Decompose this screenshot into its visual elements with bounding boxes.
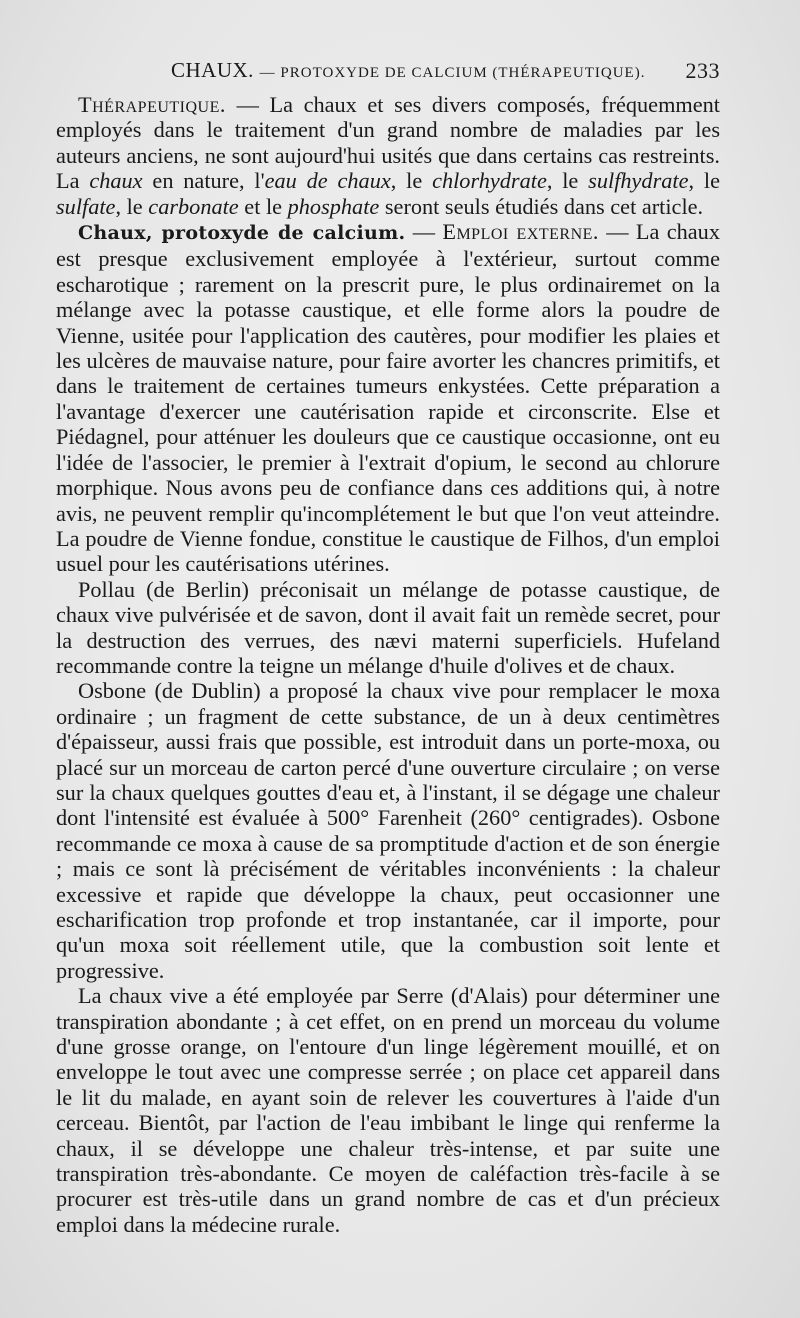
body-text <box>56 92 720 1237</box>
paragraph-osbone: Osbone (de Dublin) a proposé la chaux vive pour remplacer le moxa ordinaire ; un fragment de cette substance, de un à deux centimètres d'épaisseur, aussi frais que possible, est introduit dans un porte-moxa, ou placé sur un morceau de carton percé d'une ouverture circulaire ; on verse sur la chaux quelques gouttes d'eau et, à l'instant, il se dégage une chaleur dont l'intensité est évaluée à 500° Farenheit (260° centigrades). Osbone recommande ce moxa à cause de sa promptitude d'action et de son énergie ; mais ce sont là précisément de véritables inconvénients : la chaleur excessive et rapide que développe la chaux, peut occasionner une escharification trop profonde et trop instantanée, car il importe, pour qu'un moxa soit réellement utile, que la combustion soit lente et progressive. <box>56 678 720 983</box>
text-run: et le <box>238 193 288 219</box>
subsection-heading: Emploi externe. <box>442 219 599 245</box>
italic-term: sulfhydrate <box>588 168 689 194</box>
italic-term: eau de chaux <box>264 168 391 194</box>
paragraph-therapeutique <box>56 92 720 219</box>
italic-term: carbonate <box>148 193 239 219</box>
text-run: — La chaux et ses divers composés, fréquemment employés dans le traitement d'un grand nombre de maladies par les auteurs anciens, ne sont aujourd'hui usités que dans certains cas restreints. La <box>56 92 720 194</box>
paragraph-pollau: Pollau (de Berlin) préconisait un mélange de potasse caustique, de chaux vive pulvérisée et de savon, dont il avait fait un remède secret, pour la destruction des verrues, des nævi materni superficiels. Hufeland recommande contre la teigne un mélange d'huile d'olives et de chaux. <box>56 576 720 678</box>
text-run: , le <box>688 168 720 194</box>
text-run: — La chaux est presque exclusivement employée à l'extérieur, surtout comme escharotique ; rarement on la prescrit pure, le plus ordinairemet on la mélange avec la potasse caustique, et elle forme alors la poudre de Vienne, usitée pour l'application des cautères, pour modifier les plaies et les ulcères de mauvaise nature, pour faire avorter les chancres primitifs, et dans le traitement de certaines tumeurs enkystées. Cette préparation a l'avantage d'exercer une cautérisation rapide et circonscrite. Else et Piédagnel, pour atténuer les douleurs que ce caustique occasionne, ont eu l'idée de l'associer, le premier à l'extrait d'opium, le second au chlorure morphique. Nous avons peu de confiance dans ces additions qui, à notre avis, ne peuvent remplir qu'incomplétement le but que l'on veut atteindre. La poudre de Vienne fondue, constitue le caustique de Filhos, d'un emploi usuel pour les cautérisations utérines. <box>56 219 720 577</box>
section-heading: Thérapeutique. <box>78 92 226 117</box>
italic-term: sulfate <box>56 193 116 219</box>
text-run: , le <box>115 193 149 219</box>
italic-term: chaux <box>89 168 143 194</box>
text-run: , le <box>546 168 589 194</box>
text-run: — <box>405 219 443 245</box>
running-title <box>171 58 645 83</box>
paragraph-serre: La chaux vive a été employée par Serre (d'Alais) pour déterminer une transpiration abondante ; à cet effet, on en prend un morceau du volume d'une grosse orange, on l'entoure d'un linge légèrement mouillé, et on enveloppe le tout avec une compresse serrée ; on place cet appareil dans le lit du malade, en ayant soin de relever les couvertures à l'aide d'un cerceau. Bientôt, par l'action de l'eau imbibant le linge qui renferme la chaux, il se développe une chaleur très-intense, et par suite une transpiration très-abondante. Ce moyen de caléfaction très-facile à se procurer est très-utile dans un grand nombre de cas et d'un précieux emploi dans la médecine rurale. <box>56 983 720 1237</box>
entry-heading: Chaux, protoxyde de calcium. <box>78 222 406 245</box>
running-title-rest: — PROTOXYDE DE CALCIUM (THÉRAPEUTIQUE). <box>259 65 646 81</box>
page-number: 233 <box>685 58 720 83</box>
text-run: , le <box>390 168 433 194</box>
italic-term: phosphate <box>287 193 380 219</box>
text-run: en nature, l' <box>142 168 265 194</box>
italic-term: chlorhydrate <box>432 168 547 194</box>
running-head <box>56 52 720 92</box>
paragraph-emploi-externe <box>56 219 720 577</box>
text-run: seront seuls étudiés dans cet article. <box>379 193 704 219</box>
running-title-main: CHAUX. <box>171 58 254 82</box>
